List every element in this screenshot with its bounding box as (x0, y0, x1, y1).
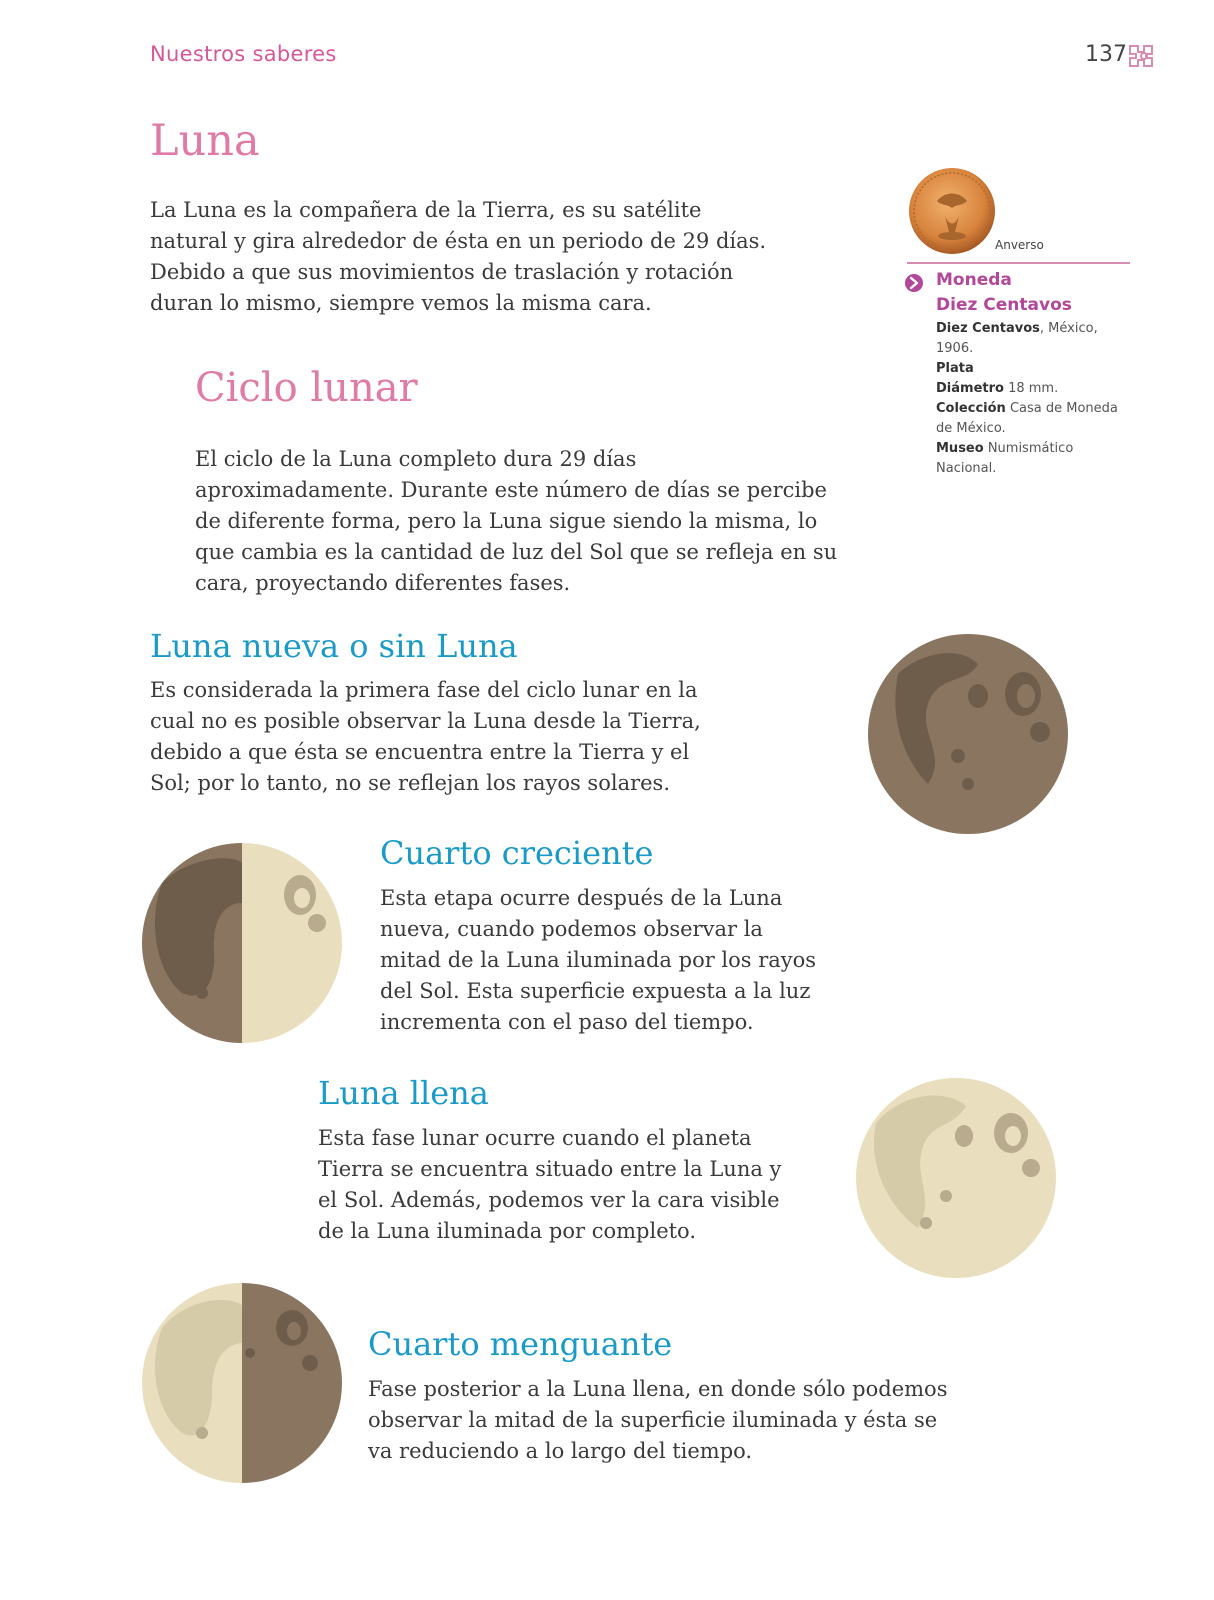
coin-caption: Anverso (995, 238, 1044, 252)
chevron-right-icon (905, 274, 923, 292)
sidebar-title-line: Moneda (936, 270, 1012, 290)
phase-llena-line: Tierra se encuentra situado entre la Luna y (318, 1157, 782, 1181)
phase-menguante-line: observar la mitad de la superficie iluminada y ésta se (368, 1408, 938, 1432)
phase-nueva-line: debido a que ésta se encuentra entre la Tierra y el (150, 740, 690, 764)
new-moon-illustration (868, 634, 1068, 834)
phase-menguante-text (368, 1374, 1088, 1467)
info-line: Diámetro 18 mm. (936, 381, 1059, 396)
full-moon-illustration (856, 1078, 1056, 1278)
ciclo-line: El ciclo de la Luna completo dura 29 días (195, 447, 637, 471)
waxing-quarter-moon-illustration (142, 843, 342, 1043)
phase-llena-line: Esta fase lunar ocurre cuando el planeta (318, 1126, 752, 1150)
ciclo-line: de diferente forma, pero la Luna sigue siendo la misma, lo (195, 509, 818, 533)
info-line: Diez Centavos, México, (936, 321, 1098, 336)
ciclo-heading: Ciclo lunar (195, 365, 418, 411)
sidebar-info (936, 319, 1146, 479)
info-line: Colección Casa de Moneda (936, 401, 1118, 416)
phase-nueva-heading: Luna nueva o sin Luna (150, 627, 518, 665)
coin-image (907, 166, 997, 256)
phase-llena-text (318, 1123, 848, 1247)
info-line: Plata (936, 361, 974, 376)
info-line: 1906. (936, 341, 974, 356)
phase-nueva-line: cual no es posible observar la Luna desde la Tierra, (150, 709, 701, 733)
phase-llena-line: el Sol. Además, podemos ver la cara visible (318, 1188, 780, 1212)
phase-creciente-line: del Sol. Esta superficie expuesta a la luz (380, 979, 811, 1003)
luna-intro-line: Debido a que sus movimientos de traslación y rotación (150, 260, 734, 284)
luna-intro-line: duran lo mismo, siempre vemos la misma cara. (150, 291, 652, 315)
phase-llena-heading: Luna llena (318, 1074, 489, 1112)
luna-intro (150, 195, 850, 319)
sidebar-title (936, 268, 1072, 318)
phase-creciente-heading: Cuarto creciente (380, 834, 654, 872)
ciclo-line: que cambia es la cantidad de luz del Sol que se refleja en su (195, 540, 838, 564)
luna-intro-line: natural y gira alrededor de ésta en un periodo de 29 días. (150, 229, 767, 253)
phase-creciente-line: incrementa con el paso del tiempo. (380, 1010, 754, 1034)
ciclo-text (195, 444, 895, 599)
phase-nueva-line: Es considerada la primera fase del ciclo lunar en la (150, 678, 698, 702)
phase-menguante-line: Fase posterior a la Luna llena, en donde sólo podemos (368, 1377, 948, 1401)
sidebar-title-line: Diez Centavos (936, 295, 1072, 315)
ciclo-line: cara, proyectando diferentes fases. (195, 571, 571, 595)
phase-creciente-line: nueva, cuando podemos observar la (380, 917, 763, 941)
page-title: Luna (150, 116, 260, 166)
ciclo-line: aproximadamente. Durante este número de días se percibe (195, 478, 827, 502)
phase-creciente-line: Esta etapa ocurre después de la Luna (380, 886, 783, 910)
phase-menguante-heading: Cuarto menguante (368, 1325, 673, 1363)
phase-llena-line: de la Luna iluminada por completo. (318, 1219, 697, 1243)
phase-menguante-line: va reduciendo a lo largo del tiempo. (368, 1439, 753, 1463)
phase-nueva-line: Sol; por lo tanto, no se reflejan los rayos solares. (150, 771, 671, 795)
info-line: Museo Numismático (936, 441, 1074, 456)
aztec-glyph-icon (1126, 38, 1162, 74)
luna-intro-line: La Luna es la compañera de la Tierra, es su satélite (150, 198, 702, 222)
phase-creciente-line: mitad de la Luna iluminada por los rayos (380, 948, 817, 972)
section-header: Nuestros saberes (150, 42, 337, 66)
page-number: 137 (1085, 42, 1127, 67)
phase-creciente-text (380, 883, 900, 1038)
info-line: de México. (936, 421, 1006, 436)
waning-quarter-moon-illustration (142, 1283, 342, 1483)
divider (907, 262, 1130, 264)
info-line: Nacional. (936, 461, 997, 476)
phase-nueva-text (150, 675, 770, 799)
